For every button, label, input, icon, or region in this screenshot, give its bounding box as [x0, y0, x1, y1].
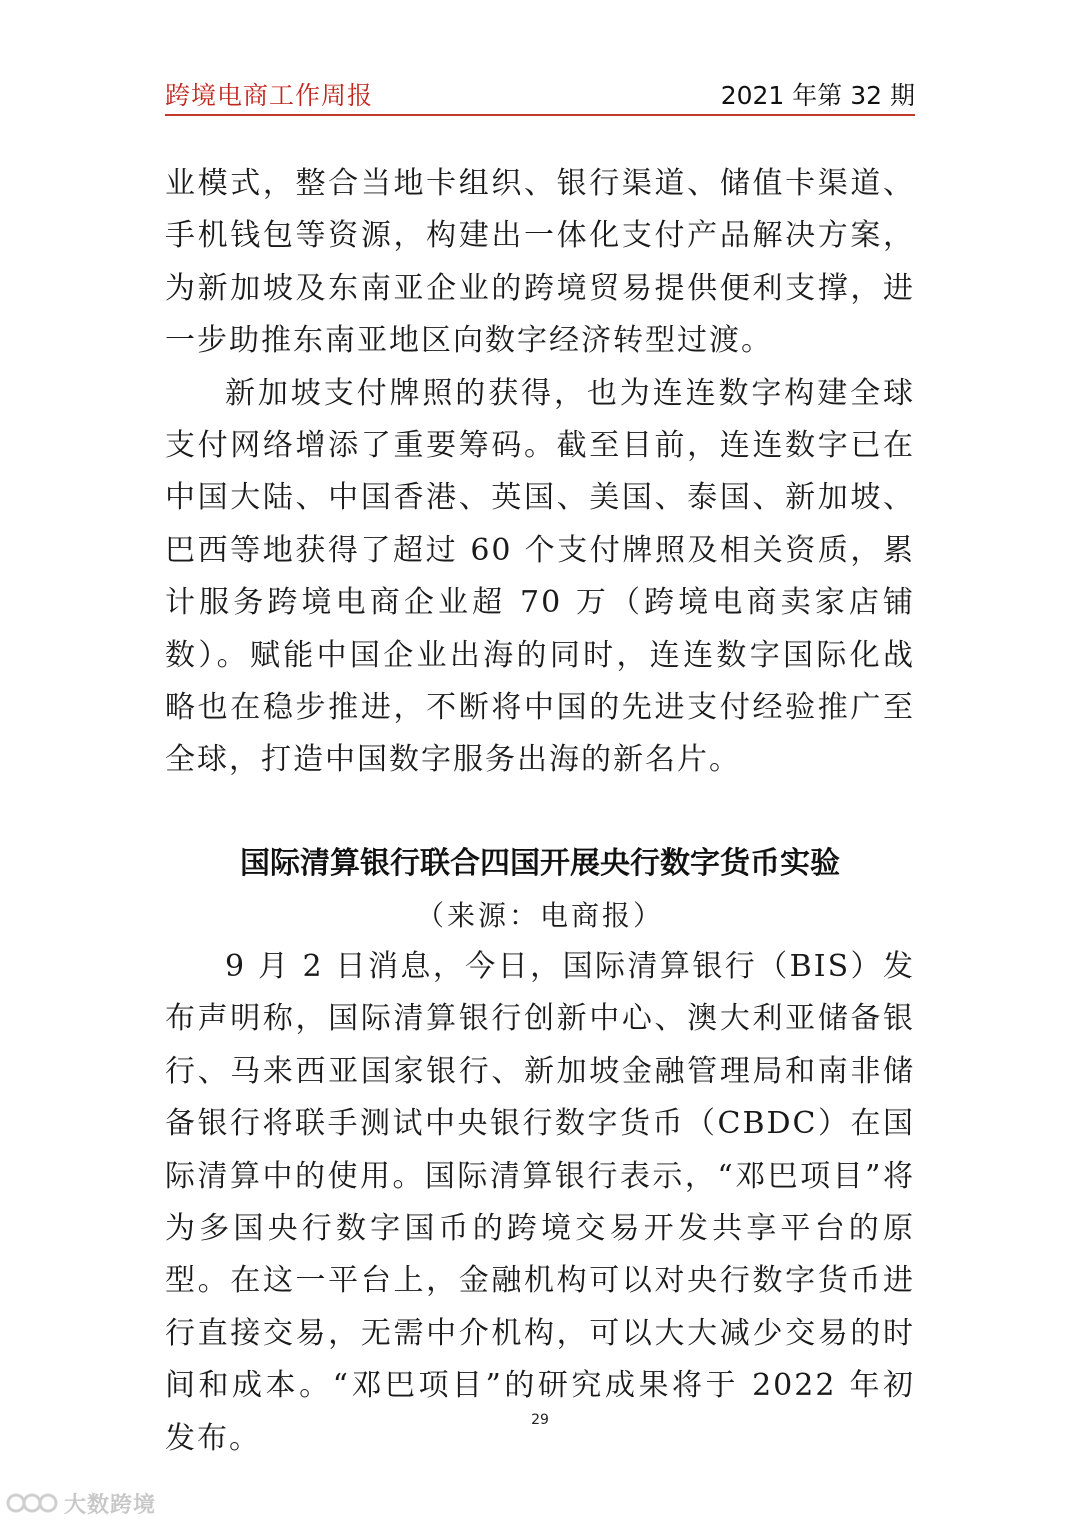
page-content — [165, 158, 915, 1465]
article-body: 9 月 2 日消息，今日，国际清算银行（BIS）发布声明称，国际清算银行创新中心、澳大利亚储备银行、马来西亚国家银行、新加坡金融管理局和南非储备银行将联手测试中央银行数字货币（CBDC）在国际清算中的使用。国际清算银行表示，“邓巴项目”将为多国央行数字国币的跨境交易开发共享平台的原型。在这一平台上，金融机构可以对央行数字货币进行直接交易，无需中介机构，可以大大减少交易的时间和成本。“邓巴项目”的研究成果将于 2022 年初发布。 — [165, 948, 915, 1456]
publication-name: 跨境电商工作周报 — [165, 81, 374, 110]
issue-number: 2021 年第 32 期 — [720, 81, 915, 110]
article-source: （来源：电商报） — [415, 898, 664, 932]
page-number: 29 — [531, 1412, 549, 1428]
article-title: 国际清算银行联合四国开展央行数字货币实验 — [240, 845, 840, 881]
watermark — [6, 1488, 156, 1518]
watermark-text: 大数跨境 — [64, 1492, 157, 1518]
paragraph: 新加坡支付牌照的获得，也为连连数字构建全球支付网络增添了重要筹码。截至目前，连连数字已在中国大陆、中国香港、英国、美国、泰国、新加坡、巴西等地获得了超过 60 个支付牌照及相关资质，累计服务跨境电商企业超 70 万（跨境电商卖家店铺数）。赋能中国企业出海的同时，连连数字国际化战略也在稳步推进，不断将中国的先进支付经验推广至全球，打造中国数字服务出海的新名片。 — [165, 375, 915, 778]
paragraph-continued: 业模式，整合当地卡组织、银行渠道、储值卡渠道、手机钱包等资源，构建出一体化支付产品解决方案，为新加坡及东南亚企业的跨境贸易提供便利支撑，进一步助推东南亚地区向数字经济转型过渡。 — [165, 166, 915, 359]
page-header — [165, 74, 915, 116]
wave-logo-icon — [6, 1490, 62, 1516]
